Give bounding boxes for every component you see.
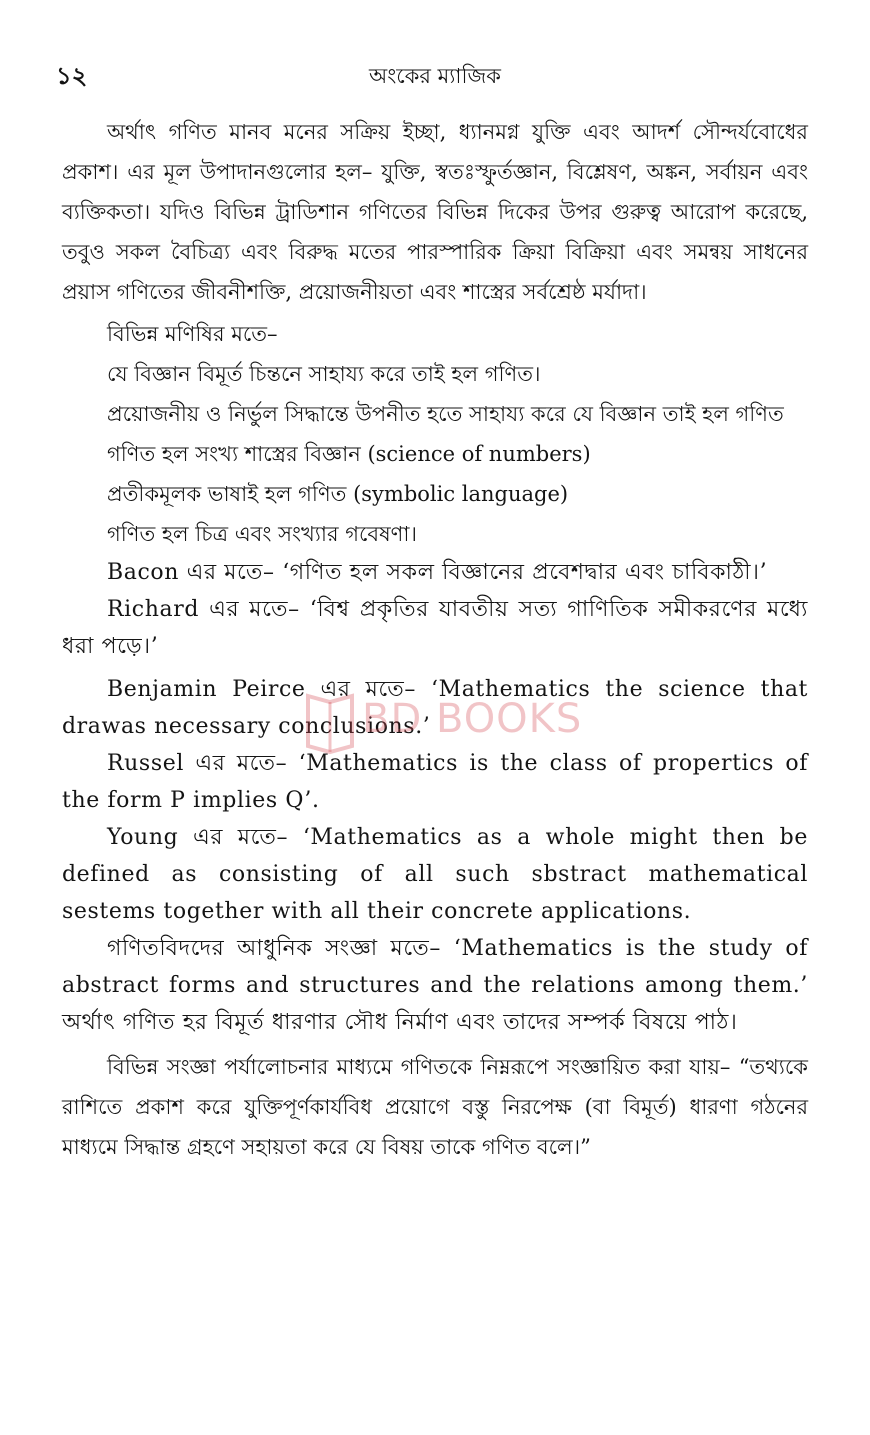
paragraph-quote-richard: Richard এর মতে– ‘বিশ্ব প্রকৃতির যাবতীয় সত্য গাণিতিক সমীকরণের মধ্যে ধরা পড়ে।’ xyxy=(62,597,808,659)
page-number: ১২ xyxy=(56,61,88,90)
paragraph-quote-bacon: Bacon এর মতে– ‘গণিত হল সকল বিজ্ঞানের প্রবেশদ্বার এবং চাবিকাঠী।’ xyxy=(107,560,768,585)
paragraph-quote-young: Young এর মতে– ‘Mathematics as a whole might then be defined as consisting of all such sbstract mathematical sestems together with all their concrete applications. xyxy=(62,825,808,924)
paragraph-definition-abstract: যে বিজ্ঞান বিমূর্ত চিন্তনে সাহায্য করে তাই হল গণিত। xyxy=(107,362,541,386)
paragraph-definition-figures: গণিত হল চিত্র এবং সংখ্যার গবেষণা। xyxy=(107,522,417,546)
running-title: অংকের ম্যাজিক xyxy=(369,64,501,88)
paragraph-intro: অর্থাৎ গণিত মানব মনের সক্রিয় ইচ্ছা, ধ্যানমগ্ন যুক্তি এবং আদর্শ সৌন্দর্যবোধের প্রকাশ। এর মূল উপাদানগুলোর হল– যুক্তি, স্বতঃস্ফুর্তজ্ঞান, বিশ্লেষণ, অঙ্কন, সর্বায়ন এবং ব্যক্তিকতা। যদিও বিভিন্ন ট্রাডিশান গণিতের বিভিন্ন দিকের উপর গুরুত্ব আরোপ করেছে, তবুও সকল বৈচিত্র্য এবং বিরুদ্ধ মতের পারস্পারিক ক্রিয়া বিক্রিয়া এবং সমন্বয় সাধনের প্রয়াস গণিতের জীবনীশক্তি, প্রয়োজনীয়তা এবং শাস্ত্রের সর্বশ্রেষ্ঠ মর্যাদা। xyxy=(62,120,808,304)
page-body xyxy=(62,112,808,1167)
paragraph-quote-russel: Russel এর মতে– ‘Mathematics is the class of propertics of the form P implies Q’. xyxy=(62,751,808,813)
paragraph-quote-peirce: Benjamin Peirce এর মতে– ‘Mathematics the science that drawas necessary conclusions.’ xyxy=(62,677,808,739)
watermark-text: BD BOOKS xyxy=(362,696,583,742)
paragraph-definition-numbers: গণিত হল সংখ্য শাস্ত্রের বিজ্ঞান (science of numbers) xyxy=(107,442,591,466)
paragraph-conclusion: বিভিন্ন সংজ্ঞা পর্যালোচনার মাধ্যমে গণিতকে নিম্নরূপে সংজ্ঞায়িত করা যায়– “তথ্যকে রাশিতে প্রকাশ করে যুক্তিপূর্ণকার্যবিধ প্রয়োগে বস্তু নিরপেক্ষ (বা বিমূর্ত) ধারণা গঠনের মাধ্যমে সিদ্ধান্ত গ্রহণে সহায়তা করে যে বিষয় তাকে গণিত বলে।” xyxy=(62,1055,808,1159)
paragraph-definition-symbolic: প্রতীকমূলক ভাষাই হল গণিত (symbolic language) xyxy=(107,482,569,506)
paragraph-quote-modern: গণিতবিদদের আধুনিক সংজ্ঞা মতে– ‘Mathematics is the study of abstract forms and structures and the relations among them.’ অর্থাৎ গণিত হর বিমূর্ত ধারণার সৌধ নির্মাণ এবং তাদের সম্পর্ক বিষয়ে পাঠ। xyxy=(62,936,808,1035)
page-header xyxy=(0,52,870,92)
paragraph-definition-conclusions: প্রয়োজনীয় ও নির্ভুল সিদ্ধান্তে উপনীত হতে সাহায্য করে যে বিজ্ঞান তাই হল গণিত xyxy=(107,402,784,426)
paragraph-definitions-heading: বিভিন্ন মণিষির মতে– xyxy=(107,322,278,346)
